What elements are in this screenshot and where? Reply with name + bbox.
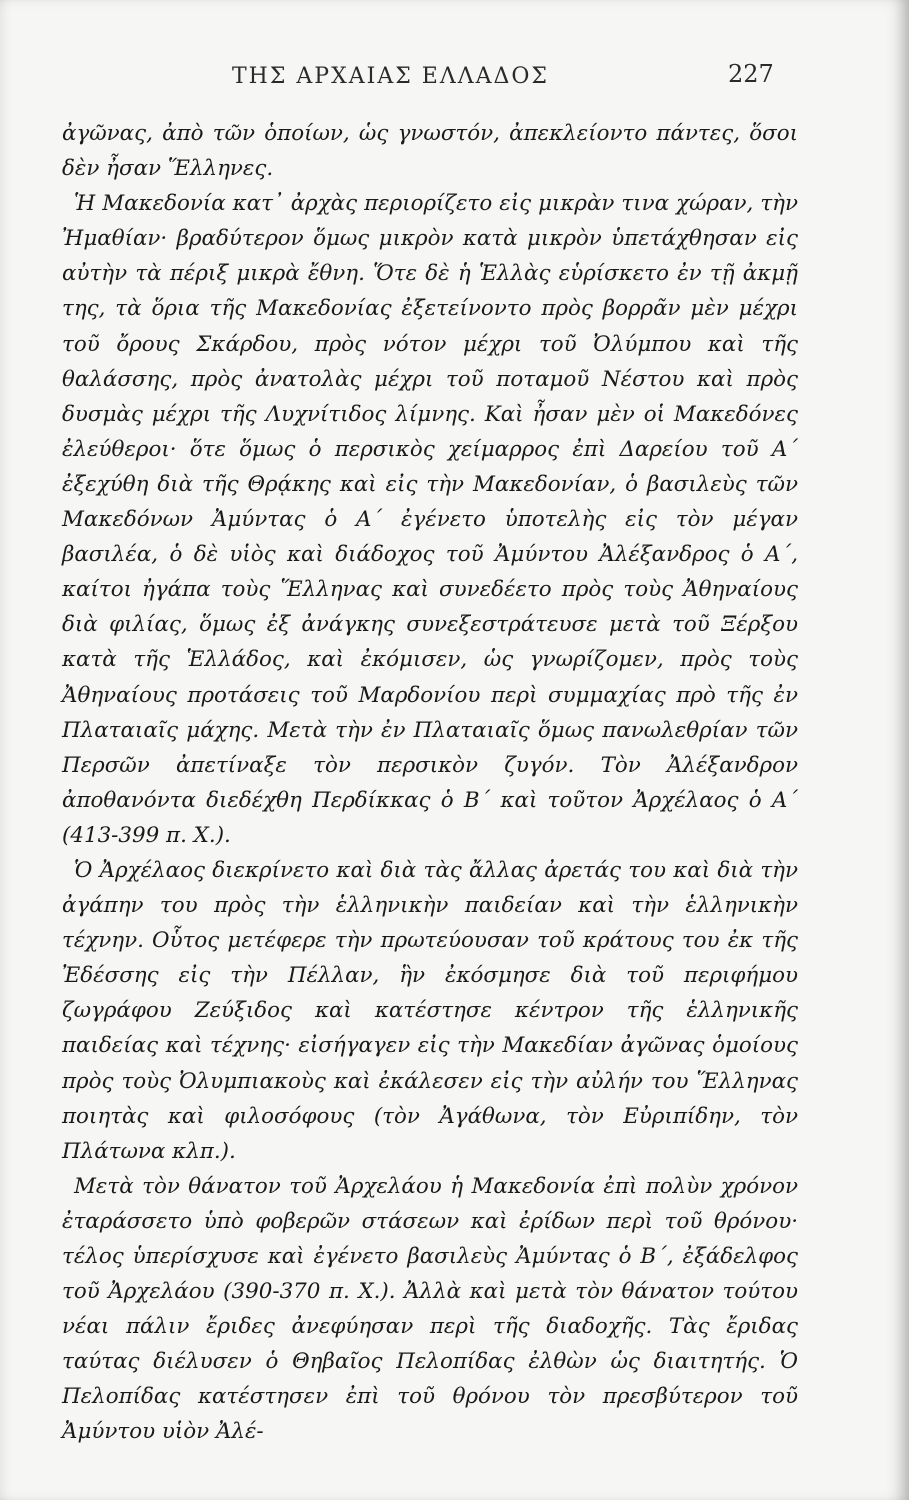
running-title: ΤΗΣ ΑΡΧΑΙΑΣ ΕΛΛΑΔΟΣ xyxy=(232,64,549,89)
body-text xyxy=(62,116,798,1450)
paragraph-2: Ἡ Μακεδονία κατ᾽ ἀρχὰς περιορίζετο εἰς μικρὰν τινα χώραν, τὴν Ἠμαθίαν· βραδύτερον ὅμως μικρὸν κατὰ μικρὸν ὑπετάχθησαν εἰς αὐτὴν τὰ πέριξ μικρὰ ἔθνη. Ὅτε δὲ ἡ Ἑλλὰς εὑρίσκετο ἐν τῇ ἀκμῇ της, τὰ ὅρια τῆς Μακεδονίας ἐξετείνοντο πρὸς βορρᾶν μὲν μέχρι τοῦ ὄρους Σκάρδου, πρὸς νότον μέχρι τοῦ Ὀλύμπου καὶ τῆς θαλάσσης, πρὸς ἀνατολὰς μέχρι τοῦ ποταμοῦ Νέστου καὶ πρὸς δυσμὰς μέχρι τῆς Λυχνίτιδος λίμνης. Καὶ ἦσαν μὲν οἱ Μακεδόνες ἐλεύθεροι· ὅτε ὅμως ὁ περσικὸς χείμαρρος ἐπὶ Δαρείου τοῦ Α΄ ἐξεχύθη διὰ τῆς Θρᾴκης καὶ εἰς τὴν Μακεδονίαν, ὁ βασιλεὺς τῶν Μακεδόνων Ἀμύντας ὁ Α΄ ἐγένετο ὑποτελὴς εἰς τὸν μέγαν βασιλέα, ὁ δὲ υἱὸς καὶ διάδοχος τοῦ Ἀμύντου Ἀλέξανδρος ὁ Α΄, καίτοι ἠγάπα τοὺς Ἕλληνας καὶ συνεδέετο πρὸς τοὺς Ἀθηναίους διὰ φιλίας, ὅμως ἐξ ἀνάγκης συνεξεστράτευσε μετὰ τοῦ Ξέρξου κατὰ τῆς Ἑλλάδος, καὶ ἐκόμισεν, ὡς γνωρίζομεν, πρὸς τοὺς Ἀθηναίους προτάσεις τοῦ Μαρδονίου περὶ συμμαχίας πρὸ τῆς ἐν Πλαταιαῖς μάχης. Μετὰ τὴν ἐν Πλαταιαῖς ὅμως πανωλεθρίαν τῶν Περσῶν ἀπετίναξε τὸν περσικὸν ζυγόν. Τὸν Ἀλέξανδρον ἀποθανόντα διεδέχθη Περδίκκας ὁ Β΄ καὶ τοῦτον Ἀρχέλαος ὁ Α΄ (413-399 π. Χ.). xyxy=(62,191,798,848)
paragraph-3: Ὁ Ἀρχέλαος διεκρίνετο καὶ διὰ τὰς ἄλλας ἀρετάς του καὶ διὰ τὴν ἀγάπην του πρὸς τὴν ἑλληνικὴν παιδείαν καὶ τὴν ἑλληνικὴν τέχνην. Οὗτος μετέφερε τὴν πρωτεύουσαν τοῦ κράτους του ἐκ τῆς Ἐδέσσης εἰς τὴν Πέλλαν, ἣν ἐκόσμησε διὰ τοῦ περιφήμου ζωγράφου Ζεύξιδος καὶ κατέστησε κέντρον τῆς ἑλληνικῆς παιδείας καὶ τέχνης· εἰσήγαγεν εἰς τὴν Μακεδίαν ἀγῶνας ὁμοίους πρὸς τοὺς Ὀλυμπιακοὺς καὶ ἐκάλεσεν εἰς τὴν αὐλήν του Ἕλληνας ποιητὰς καὶ φιλοσόφους (τὸν Ἀγάθωνα, τὸν Εὐριπίδην, τὸν Πλάτωνα κλπ.). xyxy=(62,857,798,1164)
paragraph-4: Μετὰ τὸν θάνατον τοῦ Ἀρχελάου ἡ Μακεδονία ἐπὶ πολὺν χρόνον ἐταράσσετο ὑπὸ φοβερῶν στάσεων καὶ ἐρίδων περὶ τοῦ θρόνου· τέλος ὑπερίσχυσε καὶ ἐγένετο βασιλεὺς Ἀμύντας ὁ Β΄, ἐξάδελφος τοῦ Ἀρχελάου (390-370 π. Χ.). Ἀλλὰ καὶ μετὰ τὸν θάνατον τούτου νέαι πάλιν ἔριδες ἀνεφύησαν περὶ τῆς διαδοχῆς. Τὰς ἔριδας ταύτας διέλυσεν ὁ Θηβαῖος Πελοπίδας ἐλθὼν ὡς διαιτητής. Ὁ Πελοπίδας κατέστησεν ἐπὶ τοῦ θρόνου τὸν πρεσβύτερον τοῦ Ἀμύντου υἱὸν Ἀλέ- xyxy=(62,1173,798,1445)
page-header xyxy=(0,58,909,98)
page-number: 227 xyxy=(728,60,774,88)
paragraph-1: ἀγῶνας, ἀπὸ τῶν ὁποίων, ὡς γνωστόν, ἀπεκλείοντο πάντες, ὅσοι δὲν ἦσαν Ἕλληνες. xyxy=(62,121,798,182)
